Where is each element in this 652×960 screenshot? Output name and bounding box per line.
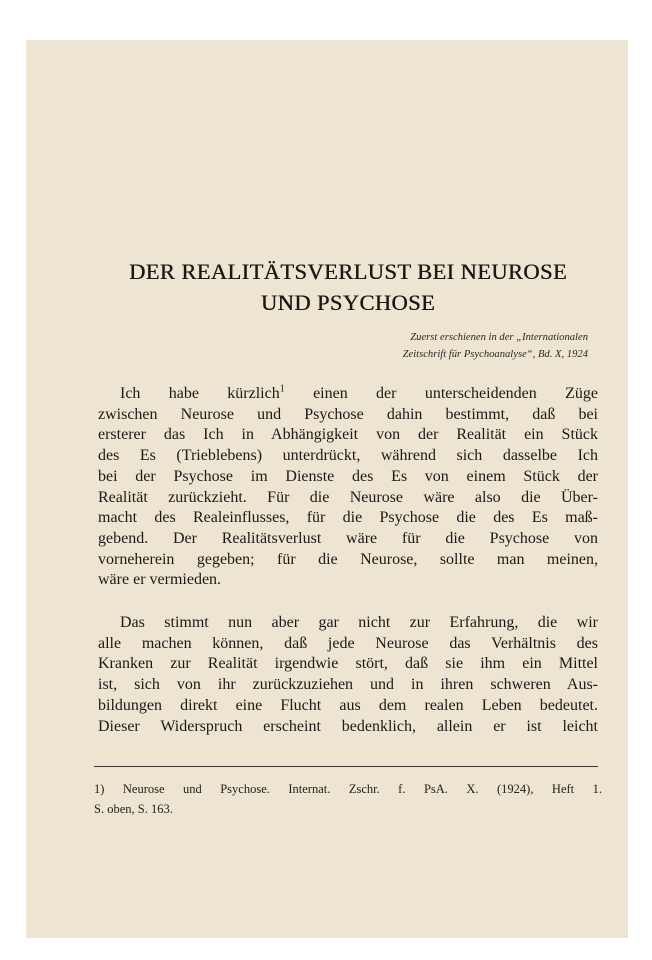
paragraph-2-line-6: Dieser Widerspruch erscheint bedenklich, allein er ist leicht (98, 717, 598, 735)
source-note (403, 329, 588, 363)
footnote (94, 779, 602, 819)
footnote-line-2: S. oben, S. 163. (94, 802, 173, 816)
chapter-title-line-2: UND PSYCHOSE (260, 290, 436, 315)
paragraph-1-line-6: Realität zurückzieht. Für die Neurose wäre also die Über- (98, 488, 598, 506)
footnote-marker: 1 (279, 384, 285, 395)
book-page (26, 40, 628, 938)
paragraph-2-line-3: Kranken zur Realität irgendwie stört, daß sie ihm ein Mittel (98, 655, 598, 673)
paragraph-1-line-3: ersterer das Ich in Abhängigkeit von der Realität ein Stück (98, 426, 598, 444)
paragraph-2 (98, 613, 598, 737)
paragraph-1-line-1 (98, 384, 598, 405)
source-note-line-2: Zeitschrift für Psychoanalyse“, Bd. X, 1924 (402, 349, 588, 360)
paragraph-2-line-2: alle machen können, daß jede Neurose das Verhältnis des (98, 634, 598, 652)
paragraph-1-line-1-tail: einen der unterscheidenden Züge (284, 385, 598, 402)
chapter-title (94, 256, 602, 318)
paragraph-1-line-7: macht des Realeinflusses, für die Psychose die des Es maß- (98, 509, 598, 527)
footnote-line-1: 1) Neurose und Psychose. Internat. Zschr. f. PsA. X. (1924), Heft 1. (94, 782, 602, 796)
paragraph-1-line-5: bei der Psychose im Dienste des Es von einem Stück der (98, 467, 598, 485)
footnote-divider (94, 766, 598, 767)
chapter-title-line-1: DER REALITÄTSVERLUST BEI NEUROSE (128, 259, 567, 284)
paragraph-1-line-10: wäre er vermieden. (98, 571, 222, 589)
paragraph-1-line-9: vorneherein gegeben; für die Neurose, sollte man meinen, (98, 550, 598, 568)
paragraph-1-line-8: gebend. Der Realitätsverlust wäre für die Psychose von (98, 529, 598, 547)
source-note-line-1: Zuerst erschienen in der „Internationalen (410, 332, 588, 343)
paragraph-2-line-1: Das stimmt nun aber gar nicht zur Erfahrung, die wir (120, 614, 598, 631)
paragraph-2-line-5: bildungen direkt eine Flucht aus dem realen Leben bedeutet. (98, 696, 598, 714)
paragraph-1 (98, 384, 598, 591)
paragraph-2-line-4: ist, sich von ihr zurückzuziehen und in ihren schweren Aus- (98, 676, 598, 694)
paragraph-1-line-4: des Es (Trieblebens) unterdrückt, während sich dasselbe Ich (98, 447, 598, 465)
paragraph-1-line-2: zwischen Neurose und Psychose dahin bestimmt, daß bei (98, 405, 598, 423)
paragraph-1-line-1-head: Ich habe kürzlich (120, 385, 280, 402)
